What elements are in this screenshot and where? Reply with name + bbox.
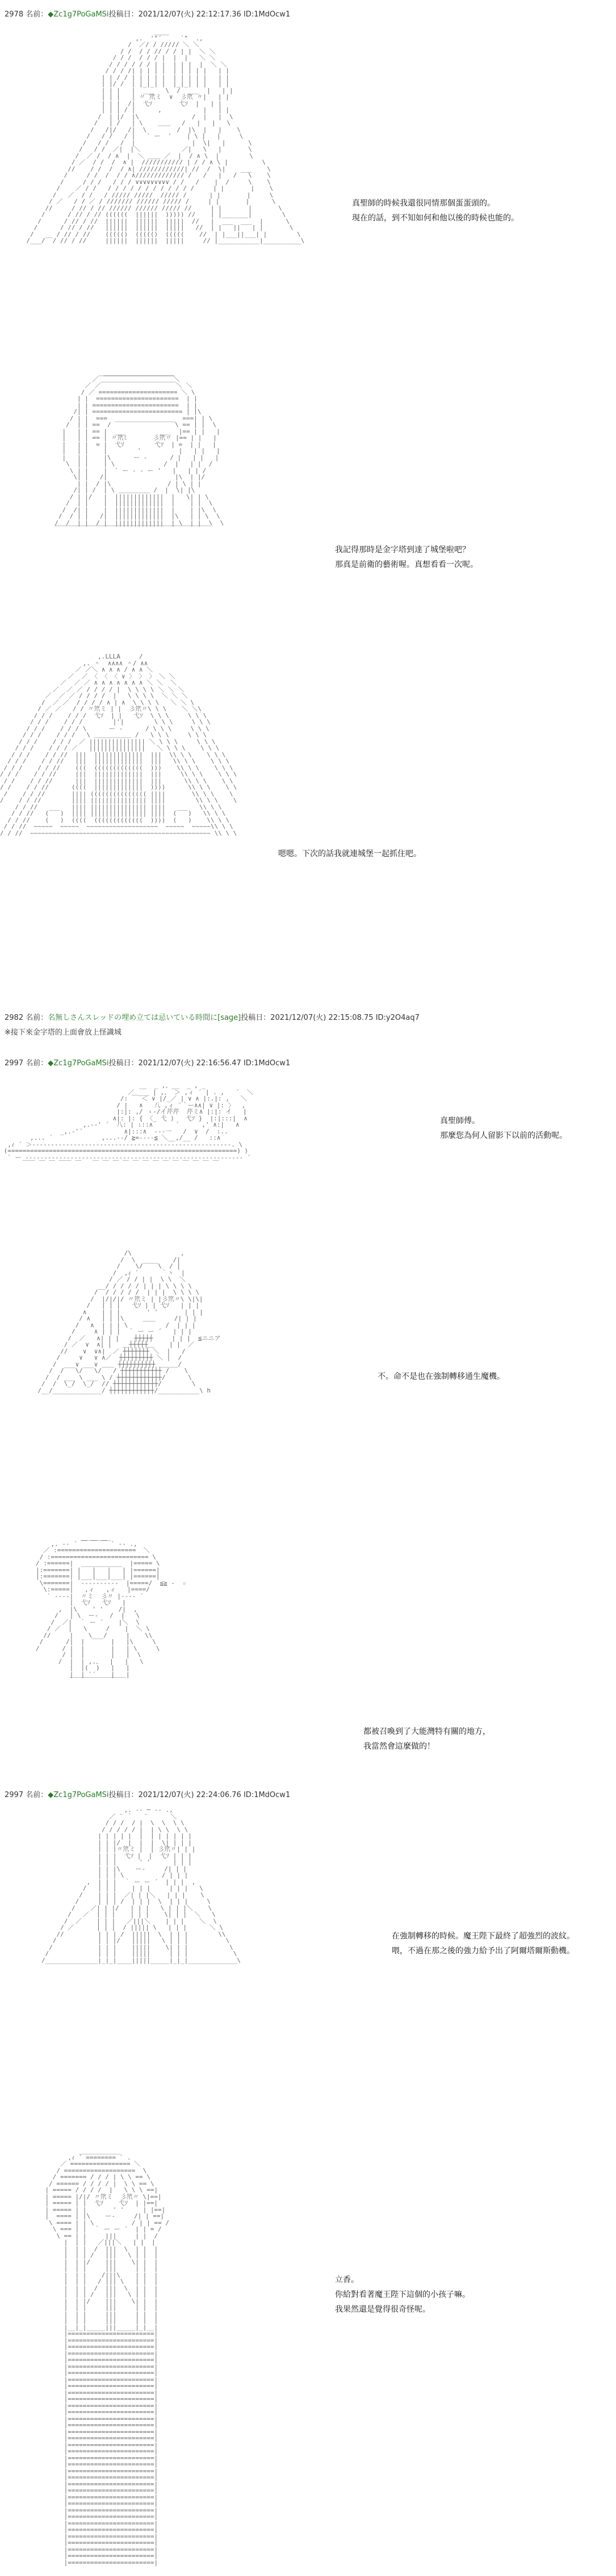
dialog-box: 真聖師傅。 那麼您為何人留影下以前的活動呢。	[440, 1116, 567, 1140]
ascii-art-figure: ____ ,. '"´ `" ., / ／/ / ///// ＼ ＼ / / / / // / / | | ＼ ＼ / / / / / / | | | ＼ ＼ / / / / / / | | | | | | ＼ ＼ / / / /| | | | | | | | | | | | | | / / | | | | | | | | | | | | | |/ / | |_|_| | |_|_| | | | | | | | | ___ \ / ___ | | | | | | | 〃 笊ミ ∨ 彡笊 〃| | | | | | /| 弋ｿ 弋ｿ | | | | | | / | , | | | / | |/ |\ / | | \ / | / | \ ＿＿ / | | \ / /|/ /| \ / |\ | | \ / / / / | ` ー ' | \ | | \ / / / / | | \| | \ / / / ／| |＼ ／| \ | \ / ／ / / ∧ | ＼ ＿＿ ／ | / ∧ \ | \ / ／ / / / ∧ | /////////// | / / ∧ \ | \ // / / / / ∧| ////////////| // / \| ___ \ / / / / / / ∧///////////// / / | / \ \ / / / / / / / ∨∨∨∨∨∨∨∨∨ / / / | / \ \ / ／ / / / / / / / / / / / / / / | | | \ / ／ / / / ///// ///// ///// / | | | \ / ／ / / ／ / /////// ////// ///// / | | | \ // / // / // ////// ////// ///// // | | | \ / / // / // (((((( |||||| ))))) // | |_______| \ / / // / // |||||| |||||| ||||| // | ___ ___ | \ / / // / // |||||| |||||| ||||| // | | || | | \ / __ / // / // ((((() ((((() ((((( // | |___||___| | \ /___/ / // / // |||||| |||||| ||||| // |___________|__________\	[26, 28, 305, 244]
post-header: 2978 名前：◆Zc1g7PoGaMSi投稿日：2021/12/07(火) 22:12:17.36 ID:1MdOcw1	[5, 10, 291, 19]
ascii-art-figure: __ _ ,、__ _ , _ ／ ___ | ,、 ＞ ,ィ ´ | . , ´ ＼ /: ￣ ＜ ∨ |/_／ | ∨ ∧ |:.|: , ＼ / | ∧ 八 ,ィ ¨｀ー∧∧| ∨ |: 〉 , |:|: ,/ ゝ-/イ芹芹 芹ミ∧ |:|: イ | ∧|: |: { 〈_ 弋 ) 弋ｿ } |:|:::| ∧ ,.-‐' ´ 八: | :::∧ ´ ,' ∧:| ∧ _,.-'´ ∧|:::∧ ‐--一 / ∨ / :.. ,... ´ ,...-‐/ ≧=---‐≦ ＼__,/__ / ::∧ ,ｨ ´ ＞-----------------------------------------------------. \ (=============================================================) ) ` ー ---------------------------------------------------------- ´ ￣￣ ￣ ￣ ￣￣ ￣ ￣ ￣ ￣ ￣ ￣ ￣ ￣ ￣ ￣ ￣ ￣ ￣ ￣	[3, 1082, 253, 1168]
post-header: 2997 名前：◆Zc1g7PoGaMSi投稿日：2021/12/07(火) 22:16:56.47 ID:1MdOcw1	[5, 1059, 291, 1068]
ascii-art-figure: ________ ,. -‐ ´ ￣ ￣ ￣ ` ‐- ., ／ :===================== ＼ / :========================== \ / :======| ___________ |===== \ |:=======| | | | | |======| |:=======| |___|___|___| |======| \=======| ‐-------‐- |=====/ ≦≧ ‐ ☆ \:=====| ,ィ ,ィ |====/ ` ‐---| 〃ミ 彡〃 |---‐ ´ | 弋ｿ 弋ｿ | , |\ ' ' /| , / | \ ー‐ / | \ / ／| ｀ ー ´ |＼ \ / ／ | \ / | ＼ \ // | \___/ | \\ / /| | | |\ \ / / | | | | \ \ / | | | | \ / | | ,.、 | | \ | |( ) | | | | `´ | | ￣￣￣￣￣￣￣￣￣	[35, 1534, 186, 1685]
ascii-art-figure: ,.LLLA / ,. ＾ ∧∧∧∧ ＾/ ∧∧ ／ ／＼ ∧ ∧ ∧ / ∧ ∧ ＼ ／ ／ 〈 〈 〈 ∨ 〉 〉 〉 ＼ ＼ ／ ／ ／ ∧ ∧ ∧ ∧ ∧ ∧ ∧ ＼ ＼ ＼ ／ ／ ／ / / / / | \ \ \ \ ＼ ＼ ＼ ／ ／ ／ / / / / | \ \ \ \ ＼ ＼ ＼ / ／ ／ / / / / ∧ | ∧ \ \ \ \ ＼ ＼ \ / ／ ／ / / 〃笊ミ | | 彡笊〃\ \ \ ＼ ＼\ / / / / / / 弋ｿ | | 弋ｿ \ \ \ \ \ \ / / / / / / |'| \ \ \ \ \ \ / / / / / / \ ー ‐ / \ \ \ \ \ \ / / / / / / \ ＿＿＿＿＿＿ / \ \ \ \ \ \ / / / / / / ／ ||||||||||||||| ＼ \ \ \ \ \ \ / / / / / / ／ ||||||||||||||| ＼ \ \ \ \ \ \ / / / / / // ||| ||||||||||||| ||| \\ \ \ \ \ \ / / / / / // ||| ||||||||||||| ||| \\ \ \ \ \ \ / / / / / // ((( ((((((((((((( ))) \\ \ \ \ \ \ / / / / / // ||| ||||||||||||| ||| \\ \ \ \ \ \ / / / / // ||| ||||||||||||| ||| \\ \ \ \ \ / / / / // (((( ||||||||||||| )))) \\ \ \ \ \ / / / // |||| ((((((((((((((( |||| \\ \ \ \ / / / // |||| ||||||||||||||| |||| \\ \ \ \ / / // ___ |||| ||||||||||||||| |||| ___ \\ \ \ / / // ( ) |||| ||||||||||||||| |||| ( ) \\ \ \ / / // ( ) (((( ((((((((((((( )))) ( ) \\ \ \ / / // ~~~~~ ~~~~~ ~~~~~~~~~~~~~~~~~~~ ~~~~~ ~~~~~\\ \ \ / / // ~~~~~~~~~~~~~~~~~~~~~~~~~~~~~~~~~~~~~~~~~~~~~~~~ \\ \ \	[0, 653, 237, 837]
ascii-art-figure: ___________________ ／￣￣￣￣￣￣￣￣￣￣￣￣＼ ／ ／￣￣￣￣￣￣￣￣￣￣￣￣＼ ＼ / ／ ===================== ＼ \ | | ====================== | | | | ======================= | | /| | ======================== | |\ / | | === ________________ ===| | \ / | | == / \ == | | \ | | | == | ___ ___ |== | | | | | | == | 〃笊ﾐ 彡笊〃 |== | | | | | | = | 弋ｿ 弋ｿ | = | | | | | | | ' | | | | | | | |\ ー ‐ / | | | | \ | | | \ / | | | / \ | | | ` ー ‐ ‐ ー ' | | | / \| | /| |\ | |/ | | / |\ / | \ | | /| | / | \ ＿＿＿＿＿ / | \| |\ / | |/ | ||||||||||||| | \| | \ / | | | ||||||||||||| | | | \ / /| | | ||||||||||||| | | |\ \ / / | | /| ||||||||||||| |\ | | \ \ / / | | / | ||||||||||||| | \ | | \ \ ￣￣￣￣￣￣￣￣￣￣￣￣￣￣￣￣￣￣￣￣￣￣￣￣￣	[55, 369, 224, 533]
dialog-box: 不。命不是也在強制轉移通生魔機。	[378, 1372, 505, 1381]
dialog-box: 都被召喚到了大能灣特有關的地方， 我當然會這麼做的！	[363, 1727, 491, 1751]
post-header: 2982 名前：名無しさんスレッドの埋め立ては忌いている時間に[sage]投稿日：2021/12/07(火) 22:15:08.75 ID:y2O4aq7	[5, 1014, 420, 1022]
post-body-note: ※接下來金字塔的上面會放上怪識城	[5, 1028, 121, 1037]
dialog-box: 立香。 你給對看著魔王陛下這個的小孩子嘛。 我果然還是覺得很奇怪呢。	[335, 2275, 470, 2314]
ascii-art-figure: ,. -‐ ─ ‐- ., ／ ¨ ｀ ¨ ＼ / / / / | \ \ \ \ / / / / / | | \ \ \ \ | | | | | | | | | | | | | | |/ | | | \| | | | | | |〃笊ミ | | 彡笊〃| | | | | | 弋ｿ | | 弋ｿ | | | | | | ' ' | | | | | |\ ー‐ /| | | | | | \ / | | | , | | | ｀ ー ー ´ | | | , / | | | | | | | | | \ / | | | ／| | |＼ | | | \ / | | | / | | | \ | | | \ / ／| | |/ | | | \ | | |＼ \ / ／ | | | | | | \| | | ＼ \ / ／ | | | ／|||＼ | | | ＼ \ / ／ | | | / ||||| \ | | | ＼ \ // | | | / ||||| \ | | | \\ / | | |/ ||||| \ | | | \ / | | | ||||| \| | | \ / | | | ||||| | | | \ /______________|_|_|____|||||_____|_|_|_____________\	[41, 1807, 241, 1964]
ascii-art-figure: /\ , / \ ____ /| / \/ \ / | / ,ｨ ´ ｀丶 | / ／ / / | | \ \ ＼ __/ / / / / | | | \ \ \ \ / / / / / / | | | \ \ \ \ / |/|/|/ 〃笊ミ | |彡笊〃\ \|\| / | | | 弋ｿ | | 弋ｿ | | | ∧ | | | ' ' | | | / ∧ | | |\ ＿＿ /| | | / ∧ | | | \ / | | | / ∧ | | | ｀ ー ー ´ | | | / ／ ∧| | | ┼┼┼┼┼ | | | ≦ニニア / ／ ∨ ∧| | ＿┼┼┼┼┼＿ | | ／ // ∨ ∨∧| ／ ┼┼┼┼┼┼┼ ＼ | / / ∨ ∨ ∧／ ┼┼┼┼┼┼┼┼┼ ＼ | / / ___∨ ___∨ ＿＿ ┼┼┼┼┼┼┼┼┼┼ ＿＿＿/ / / \/ \/ / ┼┼┼┼┼┼┼┼┼┼┼ / \ / / ___ \ ___ \ / ┼┼┼┼┼┼┼┼┼┼┼┼/ \ / / \_/ \_/ // ┼┼┼┼┼┼┼┼┼┼┼┼/ \ /__/_____________/ ┼┼┼┼┼┼┼┼┼┼┼┼/___________\ h	[37, 1250, 221, 1394]
ascii-art-figure: ___________ ,ｨ ´ ======== ` . ／ ================ ＼ / =================== \ / ======= / / / | \ \ == \ / ====== / / / / | \ \ == \ | ===== / / / / | \ \ \ ==| | ===== |/|/ 〃笊ミ 彡笊〃 \|==| | ===== | | 弋ｿ 弋ｿ | |==| | ===== | | ' ' | |==| | ==== | |\ ー‐ /| | ==| \ ==== | | \ / | | == / \ === | | ｀ ー ー ´ | | = / \ == | | ||| | | / | | | ／|||＼ | | | | | | / ||| \ | | | | | | / ||| \ | | | | | |/ ||| \| | | | | | ||| | | | | | | /|||\ | | | | | | / ||| \ | | | | | | / ||| \ | | | | | | / ||| \ | | | | | |/ ||| \| | | | | | ||| | | | | | | ||| | | | | | | ||| | | | |__|_|_____|||_____|_|__| |=======================| |=======================| |=======================| |=======================| |=======================| |=======================| |=======================| |=======================| |=======================| |=======================| |=======================| |=======================| |=======================| |=======================| |=======================| |=======================| |=======================| |=======================| |=======================| |=======================| |=======================| |=======================| |=======================| |=======================| |=======================| |=======================| |=======================| |=======================| |=======================| |=======================| |=======================| |=======================| |=======================| |=======================| |=======================| |=======================|	[45, 2148, 170, 2566]
post-header: 2997 名前：◆Zc1g7PoGaMSi投稿日：2021/12/07(火) 22:24:06.76 ID:1MdOcw1	[5, 1791, 291, 1799]
dialog-box: 在強制轉移的時候。魔王陛下最終了超強烈的波紋。 喂，不過在那之後的強力給予出了阿爾塔爾斯動機。	[392, 1932, 575, 1956]
dialog-box: 嗯嗯。下次的話我就連城堡一起抓住吧。	[278, 849, 421, 858]
dialog-box: 真聖師的時候我還很同情那個蛋蛋頭的。 現在的話，到不知如何和他以後的時候也能的。	[352, 199, 519, 223]
dialog-box: 我記得那時是金字塔到達了城堡啦吧？ 那真是前衛的藝術喔。真想看看一次呢。	[335, 545, 478, 569]
